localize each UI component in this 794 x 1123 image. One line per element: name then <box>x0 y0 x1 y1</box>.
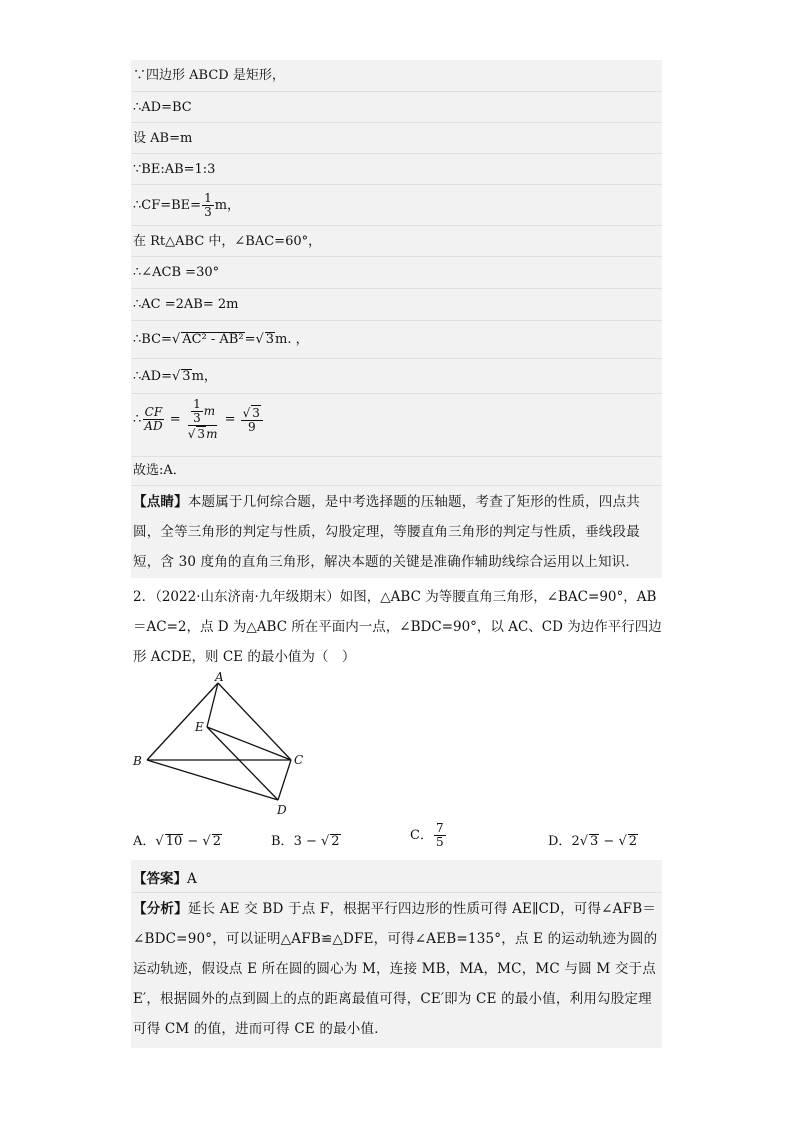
option-a[interactable]: A．√ 10 − √ 2 <box>133 834 221 849</box>
denominator: AD <box>144 419 163 433</box>
radicand: 3 <box>590 834 599 849</box>
divider <box>131 485 662 486</box>
divider <box>131 393 662 394</box>
answer-value: A <box>187 871 197 887</box>
solution-line: ∴AC =2AB= 2m <box>133 297 239 312</box>
divider <box>131 91 662 92</box>
divider <box>131 320 662 321</box>
solution-line-fraction <box>133 192 240 219</box>
solution-line: 故选:A． <box>133 463 186 478</box>
label-b: B <box>133 754 142 768</box>
label-d: D <box>277 803 287 817</box>
text: m， <box>191 369 217 384</box>
answer-tag: 【答案】 <box>133 871 187 887</box>
option-label: A． <box>133 834 156 849</box>
solution-line: ∵四边形 ABCD 是矩形， <box>133 68 285 83</box>
radicand: 3 <box>265 332 275 347</box>
text: ∴AD= <box>133 369 172 384</box>
radicand: 3 <box>252 406 260 420</box>
text: = <box>169 412 181 427</box>
label-c: C <box>294 753 304 767</box>
denominator: 5 <box>435 835 444 849</box>
solution-line-complex-fraction <box>133 398 264 441</box>
divider <box>131 153 662 154</box>
denominator: 9 <box>247 420 256 434</box>
text: ∴ <box>133 412 142 427</box>
divider <box>131 184 662 185</box>
radicand: 2 <box>628 834 638 849</box>
answer-line <box>133 870 197 888</box>
numerator <box>188 398 217 426</box>
radicand: 2 <box>331 834 340 849</box>
text: = <box>244 332 256 347</box>
radicand: AC² - AB² <box>182 332 244 347</box>
text: ∴BC= <box>133 332 172 347</box>
text: m， <box>214 198 241 213</box>
fraction <box>434 822 446 849</box>
denominator: √ 3m <box>187 427 218 441</box>
text: = <box>224 412 236 427</box>
option-d[interactable]: D．2√ 3 − √ 2 <box>548 834 638 849</box>
numerator: √ 3 <box>241 405 263 421</box>
solution-line: ∴∠ACB =30° <box>133 265 220 280</box>
segment-ac <box>218 683 291 760</box>
fraction <box>241 405 263 434</box>
analysis-tag: 【分析】 <box>133 901 188 917</box>
numerator: 1 <box>193 397 201 411</box>
text: ∴CF=BE= <box>133 198 202 213</box>
text: 2 <box>571 834 580 849</box>
option-label: B． <box>271 834 294 849</box>
text: m <box>203 404 216 418</box>
fraction <box>191 398 203 425</box>
option-b[interactable]: B．3 − √ 2 <box>271 834 340 849</box>
radicand: 3 <box>182 369 191 384</box>
analysis-text: 延长 AE 交 BD 于点 F，根据平行四边形的性质可得 AE∥CD，可得∠AFB＝∠BDC=90°，可以证明△AFB≌△DFE，可得∠AEB=135°，点 E 的运动轨迹为圆的运动轨迹，假设点 E 所在圆的圆心为 M，连接 MB，MA，MC，MC 与圆 M 交于点 E′，根据圆外的点到圆上的点的距离最值可得，CE′即为 CE 的最小值，利用勾股定理可得 CM 的值，进而可得 CE 的最小值． <box>133 901 658 1037</box>
comment-text: 本题属于几何综合题，是中考选择题的压轴题，考查了矩形的性质，四点共圆，全等三角形的判定与性质，勾股定理，等腰直角三角形的判定与性质，垂线段最短，含 30 度角的直角三角形，解决本题的关键是准确作辅助线综合运用以上知识． <box>133 494 640 570</box>
divider <box>131 122 662 123</box>
fraction <box>202 192 214 219</box>
divider <box>131 288 662 289</box>
divider <box>131 456 662 457</box>
comment-paragraph <box>133 487 661 577</box>
text: m <box>206 427 218 441</box>
complex-fraction <box>186 398 220 441</box>
label-e: E <box>195 720 204 734</box>
solution-line: 设 AB=m <box>133 131 193 146</box>
question-text: 2．（2022·山东济南·九年级期末）如图，△ABC 为等腰直角三角形，∠BAC=90°，AB＝AC=2，点 D 为△ABC 所在平面内一点，∠BDC=90°，以 AC、CD 为边作平行四边形 ACDE，则 CE 的最小值为（ ） <box>133 589 662 665</box>
option-label: D． <box>548 834 572 849</box>
radicand: 3 <box>197 427 206 441</box>
numerator: CF <box>144 405 163 419</box>
text: − <box>599 834 619 849</box>
segment-ab <box>147 683 218 760</box>
figure-lines <box>147 683 291 800</box>
segment-ec <box>207 727 291 760</box>
divider <box>131 225 662 226</box>
radicand: 2 <box>212 834 221 849</box>
numerator: 7 <box>435 821 444 835</box>
solution-line: ∴AD=BC <box>133 100 192 115</box>
label-a: A <box>215 672 224 684</box>
solution-line: ∵BE:AB=1:3 <box>133 162 216 177</box>
option-c[interactable] <box>410 822 447 849</box>
denominator: 3 <box>204 205 212 219</box>
segment-cd <box>278 760 291 800</box>
radicand: 10 <box>165 834 183 849</box>
solution-line-sqrt: ∴AD=√ 3m， <box>133 369 217 384</box>
solution-line: 在 Rt△ABC 中，∠BAC=60°， <box>133 234 322 249</box>
numerator: 1 <box>204 191 212 205</box>
text: m. ， <box>275 332 309 347</box>
fraction <box>142 406 164 433</box>
divider <box>131 256 662 257</box>
analysis-paragraph <box>133 894 661 1044</box>
text: 3 − <box>293 834 321 849</box>
comment-tag: 【点睛】 <box>133 494 188 510</box>
solution-line-sqrt: ∴BC=√ AC² - AB²=√ 3m. ， <box>133 332 309 347</box>
geometry-figure <box>128 672 318 820</box>
text: − <box>183 834 203 849</box>
option-label: C． <box>410 828 433 843</box>
denominator: 3 <box>193 411 201 425</box>
divider <box>131 892 662 893</box>
divider <box>131 358 662 359</box>
